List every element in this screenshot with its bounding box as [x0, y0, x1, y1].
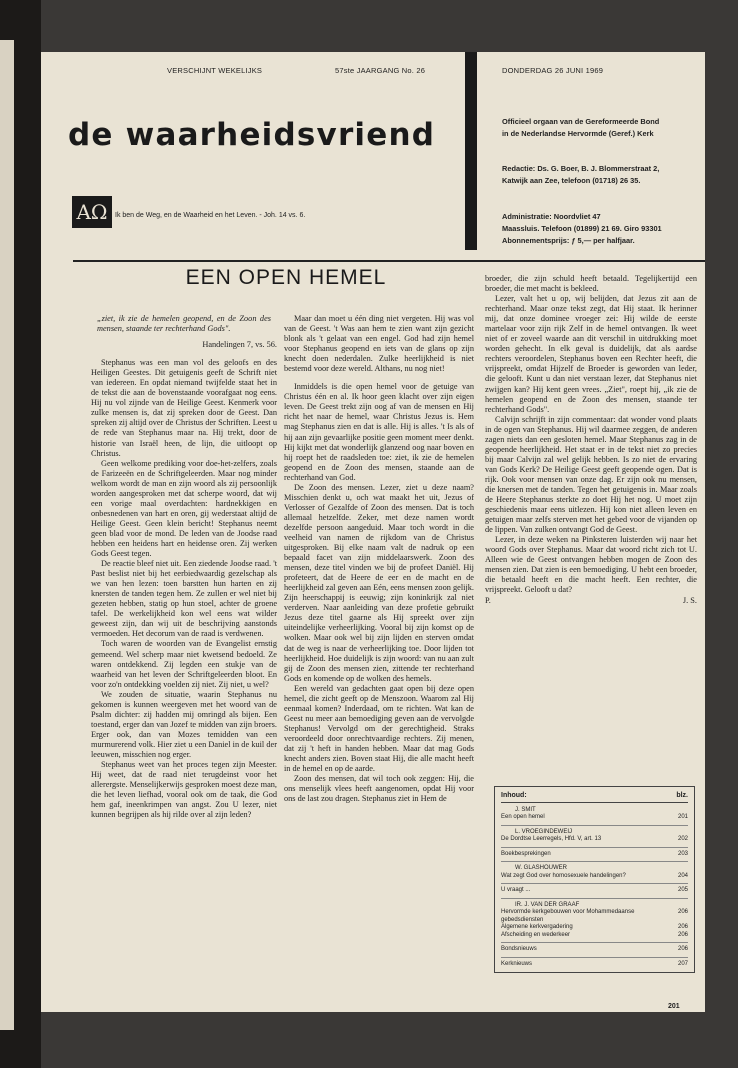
toc-entries [501, 807, 688, 969]
alpha-omega-logo: AΩ [72, 196, 112, 228]
paragraph: Stephanus was een man vol des geloofs en des Heiligen Geestes. Dit getuigenis geeft de Schrift niet van iedereen. En opdat niemand twijfelde staat het in de tekst die aan de bovenstaande voorafgaat nog eens. Hij nu vol zijnde van de Heilige Geest. Kenmerk voor zulke mensen is, dat zij spreken door de Geest. Dan spreken zij altijd over de Christus der Schriften. Leest u de rede van Stephanus maar na. Hij trekt, door de historie van Israël heen, de lijn, die uitloopt op Christus. [91, 358, 277, 458]
paragraph: Zoon des mensen, dat wil toch ook zeggen: Hij, die ons menselijk vlees heeft aangenomen, opdat Hij voor ons de last zou dragen. Stephanus ziet in Hem de [284, 774, 474, 804]
article-column-2 [284, 314, 474, 804]
toc-entry-page: 203 [677, 850, 688, 857]
toc-entry-title: Boekbesprekingen [501, 850, 551, 857]
admin-line-3: Abonnementsprijs: ƒ 5,— per halfjaar. [502, 236, 635, 245]
toc-entry-title: Afscheiding en wederkeer [501, 931, 571, 938]
scripture-reference: Handelingen 7, vs. 56. [202, 340, 277, 350]
signature-line [485, 596, 697, 606]
paragraph: broeder, die zijn schuld heeft betaald. Tegelijkertijd een broeder, die met macht is bekleed. [485, 274, 697, 294]
toc-entry [501, 814, 688, 822]
toc-author: J. SMIT [515, 806, 536, 813]
toc-entry-page: 202 [677, 836, 688, 842]
table-of-contents [494, 786, 695, 973]
paragraph: Maar dan moet u één ding niet vergeten. Hij was vol van de Geest. 't Was aan hem te zien want zijn gezicht blonk als 't gelaat van een engel. God had zijn hemel voor Stephanus geopend en iets van de glans op zijn knecht doen nederdalen. Zulke heerlijkheid is niet bestemd voor deze wereld. Althans, nu nog niet! [284, 314, 474, 374]
toc-entry-title: U vraagt ... [501, 887, 531, 893]
toc-entry [501, 961, 688, 969]
paragraph: Calvijn schrijft in zijn commentaar: dat wonder vond plaats in de ogen van Stephanus. Hij wil daarmee zeggen, de anderen zagen niets dan een gesloten hemel. Maar Stephanus zag in de geopende heerlijkheid. Het staat er in de tekst niet zo precies bij maar Calvijn zal wel gelijk hebben. Is zo niet de ervaring van Gods Kerk? De Heilige Geest geeft geopende ogen. Dat is rijk. Ook voor mensen van onze dag. Er zijn ook nu mensen, die knersen met de tanden. Tegen het getuigenis in. Maar zoals de Heere Stephanus sterkte zo doet Hij het nog. U moet zijn geschiedenis maar eens uitlezen. Hij kon niet alleen leven en getuigen maar zelfs sterven met het gebed voor de vijanden op de lippen. Van zulken ontvangt God de Geest. [485, 414, 697, 535]
toc-separator [501, 861, 688, 862]
toc-entry-title: Hervormde kerkgebouwen voor Mohammedaanse gebedsdiensten [501, 909, 635, 923]
publication-title: de waarheidsvriend [68, 117, 436, 153]
paragraph: Toch waren de woorden van de Evangelist ernstig gemeend. Wel scherp maar niet kwetsend bedoeld. Ze waren ontdekkend. Zij legden een stukje van de waarheid van het leven der Schriftgeleerden bloot. En voor zo'n ontdekking voelden zij niet. Zij niet, u wel? [91, 639, 277, 689]
toc-separator [501, 957, 688, 958]
toc-separator [501, 883, 688, 884]
paragraph: Lezer, in deze weken na Pinksteren luisterden wij naar het woord Gods over Stephanus. Maar dat woord richt zich tot U. Alleen wie de Geest ontvangen hebben mogen de Zoon des mensen zien. Dat zien is een bemoediging. U hebt een broeder, die betaald heeft en die macht heeft. Een rechter, die vrijspreekt. Gelooft u dat? [485, 535, 697, 595]
paragraph: De Zoon des mensen. Lezer, ziet u deze naam? Misschien denkt u, och wat maakt het uit, Jezus of Verlosser of Gezalfde of Zoon des mensen. Dat is toch allemaal hetzelfde. Zeker, met deze namen wordt dezelfde persoon aangeduid. Maar toch wordt in die veelheid van namen de rijkdom van de Christus uitgesproken. Bij elke naam valt de nadruk op een bepaald facet van zijn middelaarswerk. Zoon des mensen, deze titel vinden we bij de profeet Daniël. Hij profeteert, dat de Heere de eer en de macht en de heerlijkheid zal geven aan Eén, eens mensen zoon gelijk. Zijn heerschappij is eeuwig; zijn koninkrijk zal niet verderven. Naar aanleiding van deze profetie gebruikt Jezus deze titel gaarne als Hij spreekt over zijn uiteindelijke verheerlijking. Vooral bij zijn komst op de wolken. Maar ook wel bij zijn lijden en sterven omdat dat de weg is naar de verheerlijking toe. Door lijden tot heerlijkheid. Hoe duidelijk is zijn woord: van nu aan zult gij de Zoon des mensen zien, zittende ter rechterhand Gods en komende op de wolken des hemels. [284, 482, 474, 683]
toc-entry-page: 207 [677, 960, 688, 967]
toc-separator [501, 825, 688, 826]
paragraph: We zouden de situatie, waarin Stephanus nu gekomen is kunnen weergeven met het woord van de Psalm dichter: zij hadden mij omringd als bijen. Een toestand, erger dan van Jozef te midden van zijn broers. Erger ook, dan van Mozes temidden van een murmurerend volk. Hier ziet u een Daniel in de kuil der leeuwen, misschien nog erger. [91, 689, 277, 759]
volume-label: 57ste JAARGANG No. 26 [335, 66, 426, 75]
paragraph: De reactie bleef niet uit. Een ziedende Joodse raad. 't Past beslist niet bij het eerbiedwaardig gezelschap als we van hen lezen: toen barstten hun harten en zij knersten de tanden tegen hem. Ze zullen er wel niet bij gezeten hebben, statig op hun stoel, achter de groene tafel. De werkelijkheid kon wel eens wat wilder geweest zijn, dan wij uit de beschrijving aanstonds vermoeden. Het decorum van de raad is verdwenen. [91, 559, 277, 639]
author-signature: J. S. [682, 595, 697, 605]
toc-entry [501, 932, 688, 940]
paragraph: Een wereld van gedachten gaat open bij deze open hemel, die zicht geeft op de Menszoon. Waarom zal Hij eenmaal komen? Inderdaad, om te richten. Wat kan de Geest nu meer aan bemoediging geven aan de vervolgde Stephanus! Vervolgd om der gerechtigheid. Straks veroordeeld door onrechtvaardige rechters. Zij menen, dat zij 't heft in handen hebben. Maar dat mag Gods knecht anders zien. Boven staat Hij, die alle macht heeft in de hemel en op de aarde. [284, 683, 474, 774]
toc-author: W. GLASHOUWER [515, 865, 568, 871]
paragraph: Lezer, valt het u op, wij belijden, dat Jezus zit aan de rechterhand. Maar onze tekst zegt, dat Hij staat. Ik herinner mij, dat onze dominee vroeger zei: Hij wilde de eerste martelaar voor zijn rijk Zelf in de hemel ontvangen. Ik weet niet of er zoveel waarde aan dit verschil in uitdrukking moet worden gehecht. In elk geval is duidelijk, dat als aardse rechters veroordelen, Stephanus boven een Rechter heeft, die vrijspreekt, omdat Hijzelf de Broeder is geworden van leder, die gelooft. Kunt u dan niet verstaan lezer, dat Stephanus niet zwijgen kan? Hij kent geen vrees. „Ziet", roept hij, „ik zie de hemelen geopend en de Zoon des mensen, staande ter rechterhand Gods". [485, 294, 697, 414]
newspaper-page [41, 52, 705, 1012]
toc-entry-title: Wat zegt God over homosexuele handelingen? [501, 872, 626, 879]
masthead-rule [73, 260, 705, 262]
toc-entry [501, 873, 688, 881]
toc-entry-title: De Dordtse Leerregels, Hfd. V, art. 13 [501, 836, 602, 842]
toc-header [501, 792, 688, 803]
toc-entry-page: 206 [677, 924, 688, 930]
epigraph: „ziet, ik zie de hemelen geopend, en de Zoon des mensen, staande ter rechterhand Gods". [97, 314, 271, 334]
frequency-label: VERSCHIJNT WEKELIJKS [167, 66, 263, 75]
organ-line-2: in de Nederlandse Hervormde (Geref.) Kerk [502, 129, 654, 138]
toc-entry [501, 946, 688, 954]
admin-line-2: Maassluis. Telefoon (01899) 21 69. Giro 93301 [502, 224, 662, 233]
masthead-divider [465, 52, 477, 250]
toc-separator [501, 942, 688, 943]
paragraph: Geen welkome prediking voor doe-het-zelfers, zoals de Farizeeën en de Schriftgeleerden. Maar nog minder welkom wordt de man en zijn woord als zij persoonlijk worden aangesproken met dat scherpe woord, dat wij een vorige maal overdachten: hardnekkigen en onbesnedenen van hart en oren, gij wederstaat altijd de Heilige Geest. Geen klein bericht! Stephanus neemt geen blad voor de mond. De leden van de Joodse raad hebben een heidens hart en heidense oren. Zij werken Gods Geest tegen. [91, 458, 277, 559]
admin-line-1: Administratie: Noordvliet 47 [502, 212, 601, 221]
signature-left: P. [485, 595, 491, 605]
toc-entry-page: 205 [677, 887, 688, 893]
previous-page-edge [0, 40, 14, 1030]
toc-entry [501, 836, 688, 844]
toc-author: IR. J. VAN DER GRAAF [515, 901, 580, 908]
paragraph: Inmiddels is die open hemel voor de getuige van Christus één en al. Ik hoor geen klacht over zijn eigen leven. De Geest trekt zijn oog af van de mensen en Hij richt het naar de hemel, waar Christus Jezus is. Hem mag Stephanus zien en dat is alle. Hij is alles. 't Is als of hij aan zijn gevaarlijke positie geen moment meer denkt. Hij kijkt met dat wonderlijk glanzend oog naar boven en hij roept het de raadsleden toe: ziet, ik zie de hemelen geopend en de Zoon des mensen, staande aan de rechterhand van God. [284, 382, 474, 482]
editor-line-2: Katwijk aan Zee, telefoon (01718) 26 35. [502, 176, 641, 185]
article-column-3 [485, 274, 697, 606]
toc-entry-page: 206 [677, 946, 688, 952]
organ-line-1: Officieel orgaan van de Gereformeerde Bond [502, 117, 660, 126]
toc-entry-title: Kerknieuws [501, 960, 533, 967]
toc-entry [501, 909, 688, 924]
toc-entry-page: 206 [677, 931, 688, 938]
date-label: DONDERDAG 26 JUNI 1969 [502, 66, 604, 75]
toc-entry [501, 924, 688, 932]
article-column-1 [91, 314, 277, 820]
toc-entry-title: Een open hemel [501, 814, 545, 820]
editor-line-1: Redactie: Ds. G. Boer, B. J. Blommerstraat 2, [502, 164, 660, 173]
toc-separator [501, 898, 688, 899]
toc-separator [501, 847, 688, 848]
toc-entry [501, 887, 688, 895]
toc-entry-page: 204 [677, 872, 688, 879]
article-title: EEN OPEN HEMEL [185, 266, 387, 289]
toc-title: Inhoud: [501, 792, 527, 799]
page-number: 201 [668, 1003, 680, 1010]
toc-entry-page: 201 [677, 814, 688, 820]
toc-entry [501, 851, 688, 859]
toc-page-header: blz. [676, 792, 688, 799]
motto: Ik ben de Weg, en de Waarheid en het Leven. - Joh. 14 vs. 6. [115, 212, 306, 219]
toc-entry-title: Bondsnieuws [501, 946, 537, 952]
paragraph: Stephanus weet van het proces tegen zijn Meester. Hij weet, dat de raad niet terugdeinst voor het allerergste. Menselijkerwijs gesproken moest deze man, die het leven liefhad, vooral ook om de taak, die God hem gaf, ineenkrimpen van angst. Zou U lezer, niet kunnen begrijpen als hij rilde over al zijn leden? [91, 760, 277, 820]
toc-author: L. VROEGINDEWEIJ [515, 828, 573, 835]
toc-entry-page: 206 [677, 909, 688, 915]
toc-entry-title: Algemene kerkvergadering [501, 924, 573, 930]
